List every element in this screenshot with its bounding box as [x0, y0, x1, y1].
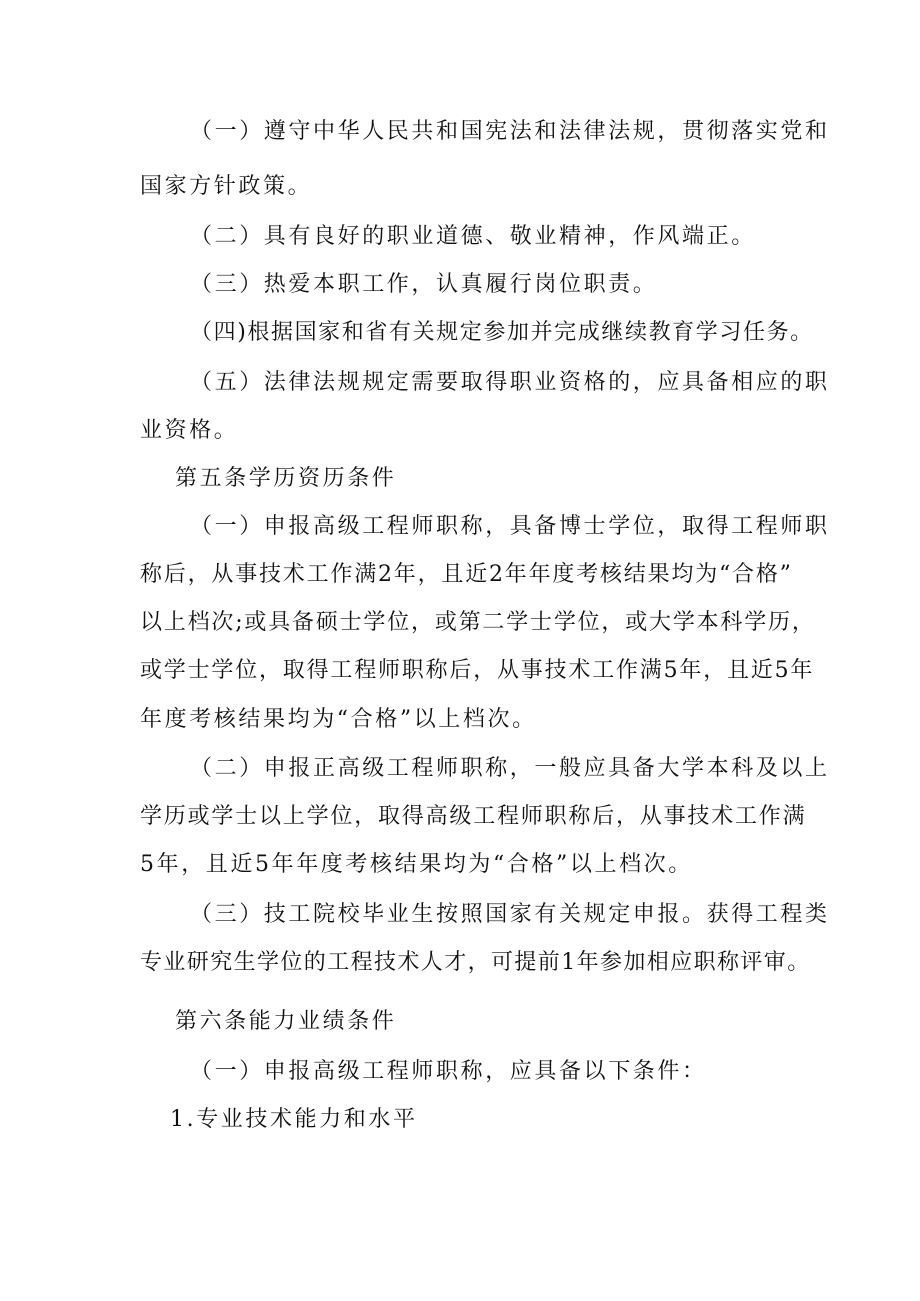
- paragraph-line: （一）申报高级工程师职称，应具备以下条件：: [190, 1059, 707, 1084]
- paragraph-line: 5年，且近5年年度考核结果均为“合格”以上档次。: [140, 852, 693, 877]
- paragraph-line: （三）技工院校毕业生按照国家有关规定申报。获得工程类: [190, 902, 830, 927]
- paragraph-line: 年度考核结果均为“合格”以上档次。: [140, 707, 537, 732]
- paragraph-line: 国家方针政策。: [140, 174, 313, 199]
- paragraph-line: （三）热爱本职工作，认真履行岗位职责。: [190, 272, 658, 297]
- section-heading-article-6: 第六条能力业绩条件: [175, 1009, 397, 1034]
- paragraph-line: 或学士学位，取得工程师职称后，从事技术工作满5年，且近5年: [140, 658, 815, 683]
- paragraph-line: （二）具有良好的职业道德、敬业精神，作风端正。: [190, 224, 756, 249]
- paragraph-line: （四)根据国家和省有关规定参加并完成继续教育学习任务。: [190, 320, 814, 345]
- paragraph-line: 专业研究生学位的工程技术人才，可提前1年参加相应职称评审。: [140, 950, 811, 975]
- paragraph-line: （一）遵守中华人民共和国宪法和法律法规，贯彻落实党和: [190, 119, 830, 144]
- paragraph-line: （五）法律法规规定需要取得职业资格的，应具备相应的职: [190, 370, 830, 395]
- paragraph-line: 学历或学士以上学位，取得高级工程师职称后，从事技术工作满: [140, 804, 807, 829]
- paragraph-line: 业资格。: [140, 418, 239, 443]
- paragraph-line: 称后，从事技术工作满2年，且近2年年度考核结果均为“合格”: [140, 562, 793, 587]
- section-heading-article-5: 第五条学历资历条件: [175, 466, 397, 491]
- subheading-line: 1.专业技术能力和水平: [170, 1107, 418, 1132]
- paragraph-line: （二）申报正高级工程师职称，一般应具备大学本科及以上: [190, 756, 830, 781]
- paragraph-line: （一）申报高级工程师职称，具备博士学位，取得工程师职: [190, 514, 830, 539]
- paragraph-line: 以上档次;或具备硕士学位，或第二学士学位，或大学本科学历，: [140, 610, 816, 635]
